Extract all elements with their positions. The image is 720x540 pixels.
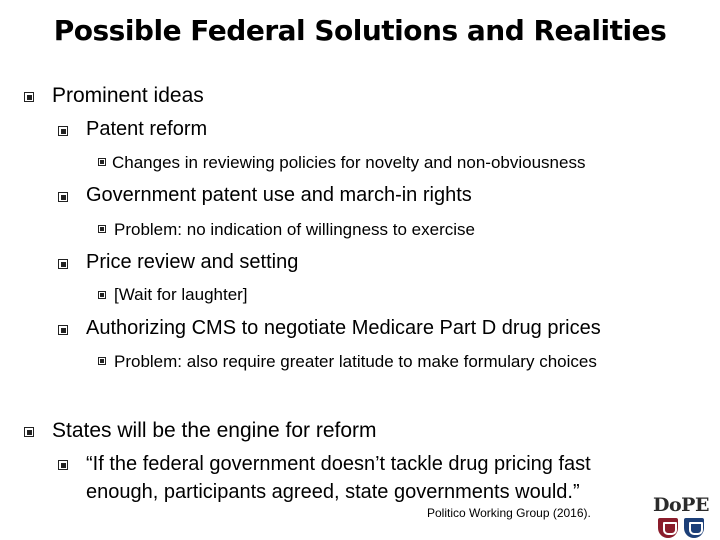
bullet-icon bbox=[98, 357, 106, 365]
quote-line-1: “If the federal government doesn’t tackle drug pricing fast bbox=[86, 453, 591, 475]
quote-line-2: enough, participants agreed, state governments would.” bbox=[86, 481, 580, 503]
bullet-patent-reform: Patent reform bbox=[86, 118, 208, 140]
bullet-icon bbox=[98, 158, 106, 166]
bullet-march-in-rights: Government patent use and march-in rights bbox=[86, 184, 472, 206]
bullet-states-reform: States will be the engine for reform bbox=[52, 419, 377, 442]
bullet-march-in-detail: Problem: no indication of willingness to exercise bbox=[114, 220, 475, 239]
bullet-icon bbox=[98, 225, 106, 233]
bullet-icon bbox=[24, 92, 34, 102]
bullet-cms-detail: Problem: also require greater latitude to make formulary choices bbox=[114, 352, 597, 371]
shield-icon bbox=[684, 518, 704, 538]
bullet-patent-reform-detail: Changes in reviewing policies for novelty and non-obviousness bbox=[112, 153, 586, 172]
bullet-prominent-ideas: Prominent ideas bbox=[52, 84, 204, 107]
bullet-price-review-detail: [Wait for laughter] bbox=[114, 285, 248, 304]
logo-text: DoPE bbox=[653, 494, 709, 516]
bullet-icon bbox=[24, 427, 34, 437]
bullet-icon bbox=[98, 291, 106, 299]
bullet-price-review: Price review and setting bbox=[86, 251, 299, 273]
bullet-icon bbox=[58, 126, 68, 136]
bullet-cms-negotiation: Authorizing CMS to negotiate Medicare Part D drug prices bbox=[86, 317, 601, 339]
bullet-icon bbox=[58, 259, 68, 269]
slide-title: Possible Federal Solutions and Realities bbox=[53, 14, 667, 47]
bullet-icon bbox=[58, 325, 68, 335]
dope-logo bbox=[642, 494, 720, 540]
shield-icon bbox=[658, 518, 678, 538]
bullet-icon bbox=[58, 192, 68, 202]
citation: Politico Working Group (2016). bbox=[427, 506, 591, 520]
bullet-icon bbox=[58, 460, 68, 470]
